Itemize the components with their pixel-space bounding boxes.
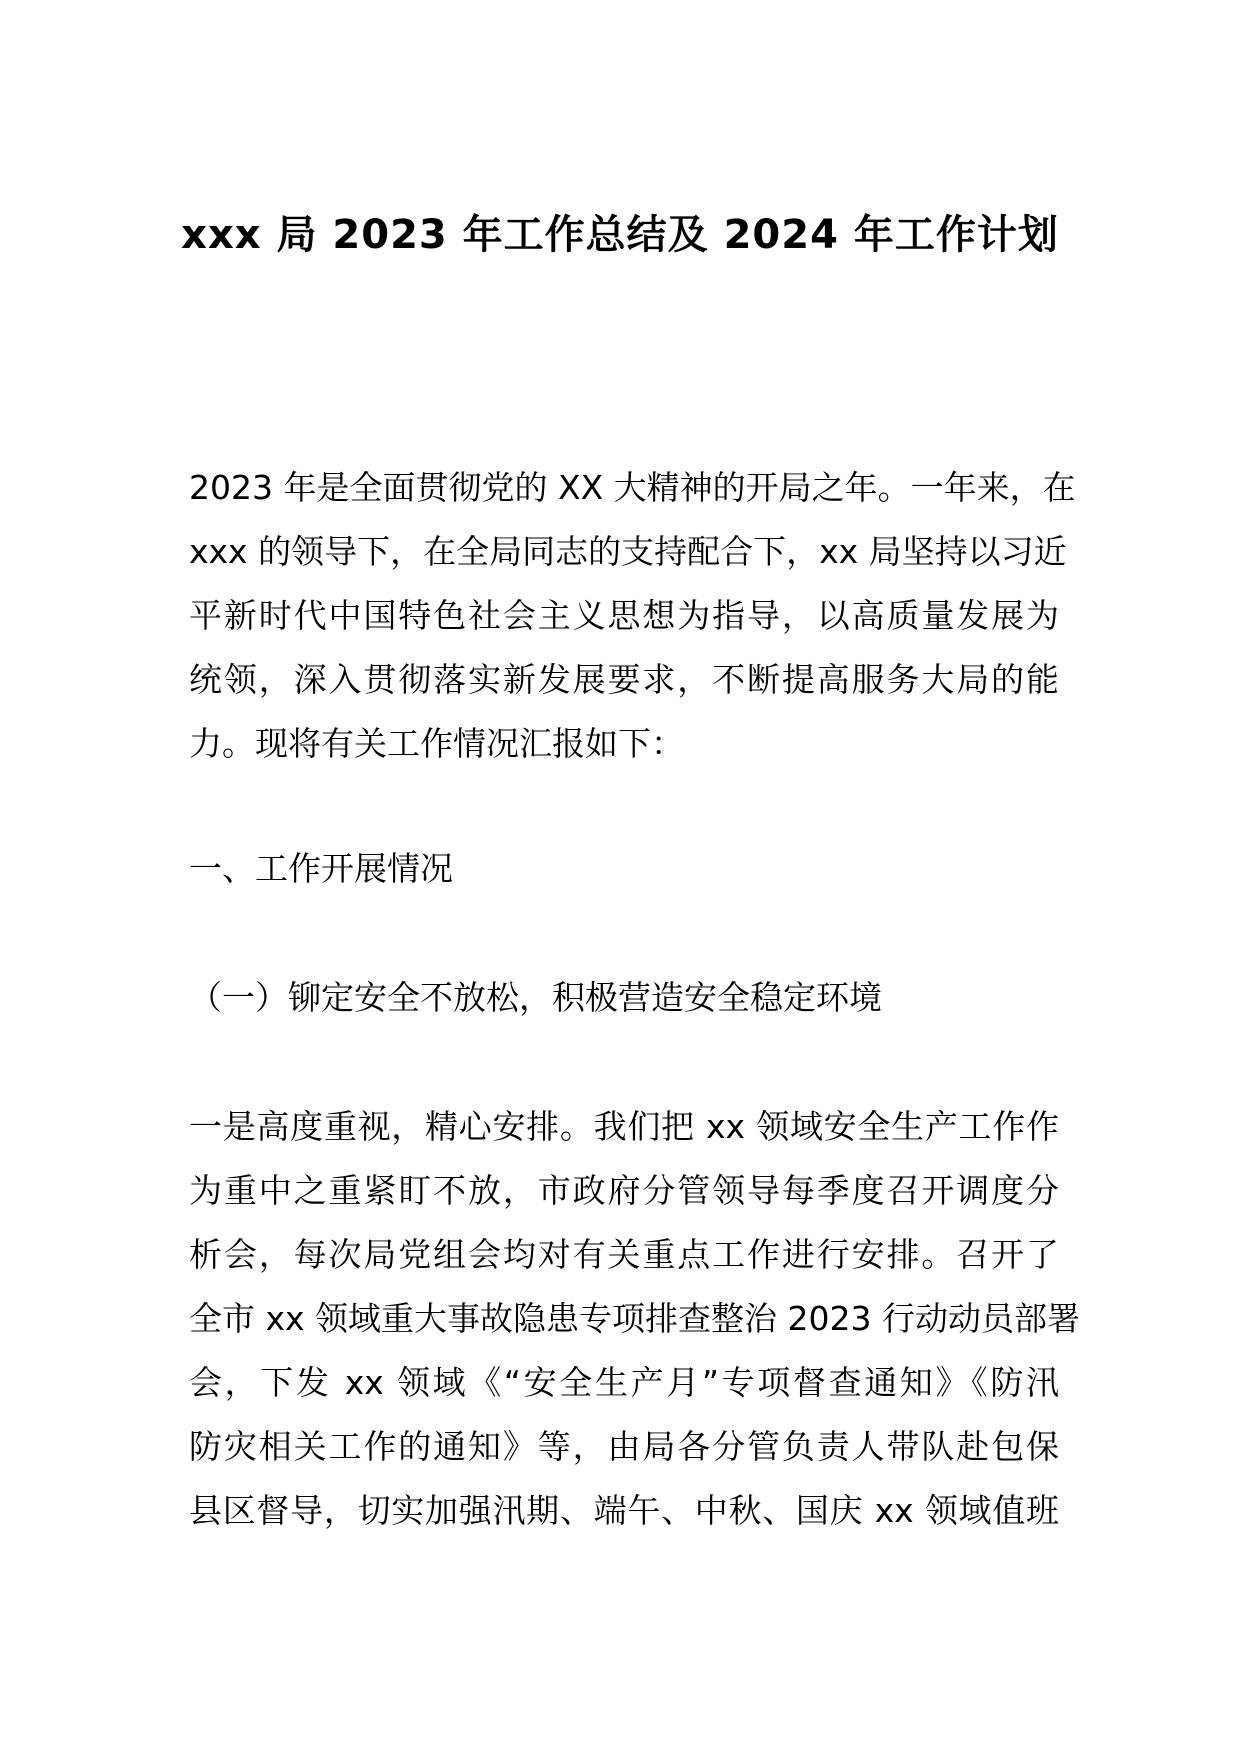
- section-heading-text: 一、工作开展情况: [189, 849, 453, 888]
- text-line: 县区督导，切实加强汛期、端午、中秋、国庆 xx 领域值班: [189, 1491, 1059, 1530]
- body-paragraph: [189, 1095, 1080, 1543]
- text-line: 会，下发 xx 领域《“安全生产月”专项督查通知》《防汛: [189, 1363, 1059, 1402]
- text-line: xxx 的领导下，在全局同志的支持配合下，xx 局坚持以习近: [189, 532, 1067, 571]
- text-line: 平新时代中国特色社会主义思想为指导，以高质量发展为: [189, 596, 1059, 635]
- text-line: 力。现将有关工作情况汇报如下：: [189, 724, 684, 763]
- subsection-heading-text: （一）铆定安全不放松，积极营造安全稳定环境: [189, 978, 882, 1017]
- text-line: 为重中之重紧盯不放，市政府分管领导每季度召开调度分: [189, 1171, 1059, 1210]
- text-line: 析会，每次局党组会均对有关重点工作进行安排。召开了: [189, 1235, 1059, 1274]
- text-line: 统领，深入贯彻落实新发展要求，不断提高服务大局的能: [189, 660, 1059, 699]
- text-line: 全市 xx 领域重大事故隐患专项排查整治 2023 行动动员部署: [189, 1299, 1080, 1338]
- document-title: xxx 局 2023 年工作总结及 2024 年工作计划: [181, 212, 1059, 258]
- section-heading: [189, 837, 1059, 901]
- text-line: 一是高度重视，精心安排。我们把 xx 领域安全生产工作作: [189, 1107, 1059, 1146]
- text-line: 防灾相关工作的通知》等，由局各分管负责人带队赴包保: [189, 1427, 1059, 1466]
- subsection-heading: [189, 966, 1059, 1030]
- text-line: 2023 年是全面贯彻党的 XX 大精神的开局之年。一年来，在: [189, 468, 1076, 507]
- intro-paragraph: [189, 456, 1076, 776]
